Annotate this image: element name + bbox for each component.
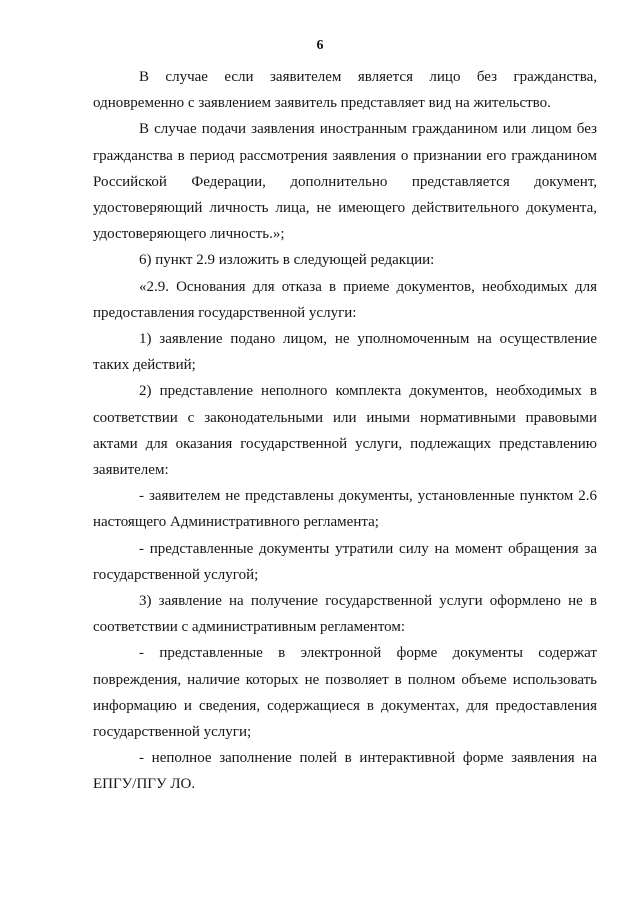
paragraph-ground-3: 3) заявление на получение государственной услуги оформлено не в соответствии с административным регламентом:: [93, 593, 597, 636]
paragraph-foreign-citizen: В случае подачи заявления иностранным гражданином или лицом без гражданства в период рассмотрения заявления о признании его гражданином Российской Федерации, дополнительно представляется документ, удостоверяющий личность лица, не имеющего действительного документа, удостоверяющего личность.»;: [93, 121, 597, 243]
paragraph-ground-1: 1) заявление подано лицом, не уполномоченным на осуществление таких действий;: [93, 331, 597, 374]
paragraph-section-2-9: «2.9. Основания для отказа в приеме документов, необходимых для предоставления государственной услуги:: [93, 278, 597, 321]
document-body: [93, 64, 597, 798]
page-number: 6: [316, 38, 324, 53]
paragraph-item-6: 6) пункт 2.9 изложить в следующей редакции:: [139, 252, 435, 269]
paragraph-stateless-applicant: В случае если заявителем является лицо без гражданства, одновременно с заявлением заявитель представляет вид на жительство.: [93, 69, 597, 112]
paragraph-ground-3-dash-1: - представленные в электронной форме документы содержат повреждения, наличие которых не позволяет в полном объеме использовать информацию и сведения, содержащиеся в документах, для предоставления государственной услуги;: [93, 645, 597, 741]
paragraph-ground-2-dash-1: - заявителем не представлены документы, установленные пунктом 2.6 настоящего Административного регламента;: [93, 488, 597, 531]
paragraph-ground-3-dash-2: - неполное заполнение полей в интерактивной форме заявления на ЕПГУ/ПГУ ЛО.: [93, 750, 597, 793]
paragraph-ground-2-dash-2: - представленные документы утратили силу на момент обращения за государственной услугой;: [93, 540, 597, 583]
paragraph-ground-2: 2) представление неполного комплекта документов, необходимых в соответствии с законодательными или иными нормативными правовыми актами для оказания государственной услуги, подлежащих представлению заявителем:: [93, 383, 597, 479]
